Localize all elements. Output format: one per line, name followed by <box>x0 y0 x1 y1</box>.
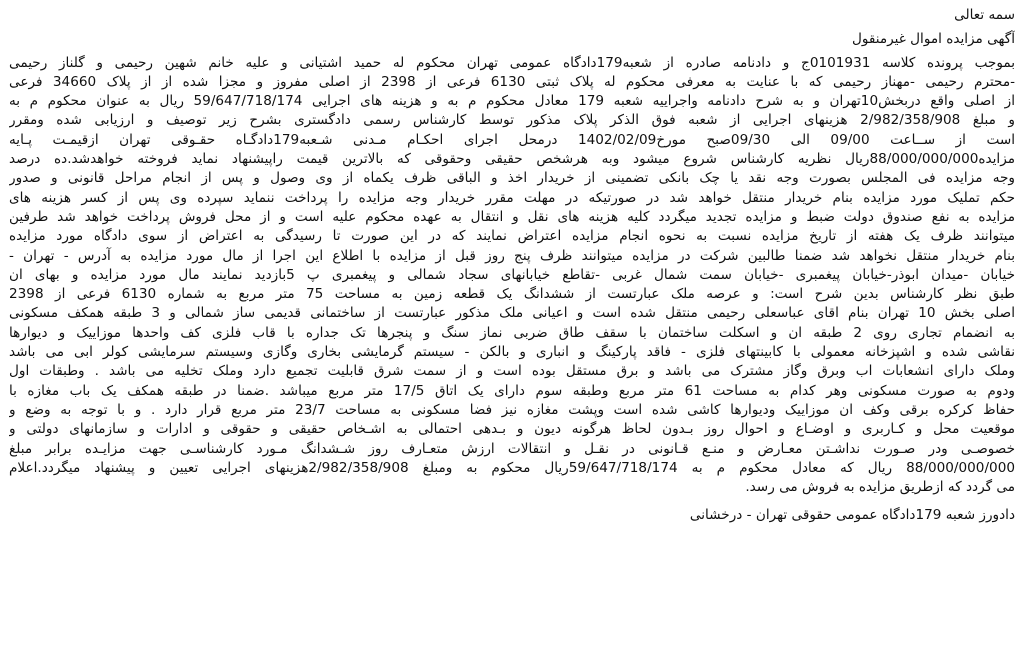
body-line: وملک دارای انشعابات اب وبرق وگاز مشترک می باشد و برق مستقل بوده است و از سمت شرق قابلیت تجمیع دارد وملک تخلیه می باشد . وطبقات اول <box>9 363 1015 380</box>
document-title: آگهی مزایده اموال غیرمنقول <box>851 31 1015 48</box>
body-line: وجه مزایده فی المجلس بصورت وجه نقد یا چک بانکی تضمینی از خریدار اخذ و الباقی ظرف یکماه از وی وصول و پس از انجام مراحل قانونی و صدور <box>9 170 1015 187</box>
body-line: -محترم رحیمی -مهناز رحیمی که با عنایت به معرفی محکوم له پلاک ثبتی 6130 فرعی از 2398 از اصلی مفروز و مجزا شده از از پلاک 34660 فرعی <box>9 73 1015 90</box>
body-line: 88/000/000/000 ریال که معادل محکوم م به 59/647/718/174ریال محکوم به ومبلغ 2/982/358/908هزینهای اجرایی تعیین و پیشنهاد میگردد.اعلام <box>9 459 1015 476</box>
body-line: حفاظ کرکره برقی وکف ان موزاییک ودیوارها کاشی شده است وپشت مغازه نیز فضا مسکونی به مساحت 23/7 متر مربع قرار دارد . و با توجه به وضع و <box>9 401 1015 418</box>
body-line: خصوصـی ودر صـورت نداشـتن معـارض و منـع قـانونی در نقـل و انتقالات ارزش متعـارف روز شـشدانگ مـورد کارشناسـی جهت مزایـده برابر مبلغ <box>9 440 1015 457</box>
body-line: از اصلی واقع دربخش10تهران و به شرح دادنامه واجراییه شعبه 179 معادل محکوم م به و هزینه های اجرایی 59/647/718/174 ریال به عنوان محکوم م به <box>9 93 1015 110</box>
body-line: مزایده88/000/000/000ریال نظریه کارشناس شروع میشود وبه هرشخص حقیقی وحقوقی که بالاترین قیمت راپیشنهاد نماید فروخته خواهدشد.ده درصد <box>9 151 1015 168</box>
body-line: نقاشی شده و اشپزخانه معمولی با کابینتهای فلزی - فاقد پارکینگ و انباری و بالکن - سیستم گرمایشی بخاری وگازی وسیستم سرمایشی کولر ابی می باشد <box>9 344 1015 361</box>
body-line-last: می گردد که ازطریق مزایده به فروش می رسد. <box>745 479 1015 496</box>
body-line: است از ســاعت 09/00 الی 09/30صبح مورخ1402/02/09 درمحل اجرای احکـام مـدنی شـعبه179دادگـاه حقـوقی تهران ازقیمـت پـایه <box>9 131 1015 148</box>
body-line: و مبلغ 2/982/358/908 هزینهای اجرایی از شعبه فوق الذکر پلاک مذکور توسط کارشناس رسمی دادگستری بشرح زیر توصیف و ارزیابی شده ومقرر <box>9 112 1015 129</box>
body-line: به انضمام تجاری روی 2 طبقه ان و اسکلت ساختمان با سقف طاق ضربی نماز سنگ و پنجرها تک جداره با قاب فلزی کف واحدها موزاییک و دیوارها <box>9 324 1015 341</box>
body-line: میتوانند ظرف یک هفته از تاریخ مزایده نسبت به نحوه انجام مزایده اعتراض نمایند که در این صورت تا رسیدگی به اعتراض از سوی دادگاه مورد مزایده <box>9 228 1015 245</box>
body-line: طبق نظر کارشناس بدین شرح است: و عرصه ملک عبارتست از ششدانگ یک قطعه زمین به مساحت 75 متر مربع به شماره 6130 فرعی از 2398 <box>9 286 1015 303</box>
body-line: خیابان -میدان ابوذر-خیابان پیغمبری -خیابان سمت شمال غربی -تقاطع خیابانهای سجاد شمالی و پیغمبری پ 5بازدید نمایند مال مورد مزایده و بهای ان <box>9 266 1015 283</box>
body-line: بموجب پرونده کلاسه 0101931ج و دادنامه صادره از شعبه179دادگاه عمومی تهران محکوم له حمید اشتیانی و علیه خانم شهین رحیمی و گلناز رحیمی <box>9 54 1015 71</box>
body-line: حکم تملیک مورد مزایده بنام خریدار منتقل خواهد شد در صورتیکه در مهلت مقرر خریدار وجه مزایده را پرداخت ننماید سپرده وی پس از کسر هزینه های <box>9 189 1015 206</box>
header-salutation: سمه تعالی <box>954 7 1015 23</box>
body-line: بنام خریدار منتقل نخواهد شد ضمنا طالبین شرکت در مزایده میتوانند ظرف پنج روز قبل از مزایده با اطلاع این اجرا از مال مورد مزایده به آدرس - تهران - <box>9 247 1015 264</box>
body-line: ودوم به صورت مسکونی وهر کدام به مساحت 61 متر مربع وطبقه سوم دارای یک اتاق 17/5 متر مربع میباشد .ضمنا در طبقه همکف یک باب مغازه با <box>9 382 1015 399</box>
body-line: موقعیت محل و کـاربری و اوضـاع و احوال روز بـدون لحاظ هرگونه دیون و بـدهی احتمالی به اشـخاص حقیقی و حقوقی و ادارات و سازمانهای دولتی و <box>9 421 1015 438</box>
notice-body <box>9 54 1015 498</box>
body-line: مزایده به نفع صندوق دولت ضبط و مزایده تجدید میگردد کلیه هزینه های نقل و انتقال به عهده محکوم علیه است و از محل فروش پرداخت خواهد شد طرفین <box>9 208 1015 225</box>
body-line: اصلی بخش 10 تهران بنام اقای عباسعلی رحیمی منتقل شده است و اعیانی ملک مذکور عبارتست از ساختمانی قدیمی ساز شمالی و 3 طبقه همکف مسکونی <box>9 305 1015 322</box>
signature-line: دادورز شعبه 179دادگاه عمومی حقوقی تهران - درخشانی <box>689 507 1015 524</box>
